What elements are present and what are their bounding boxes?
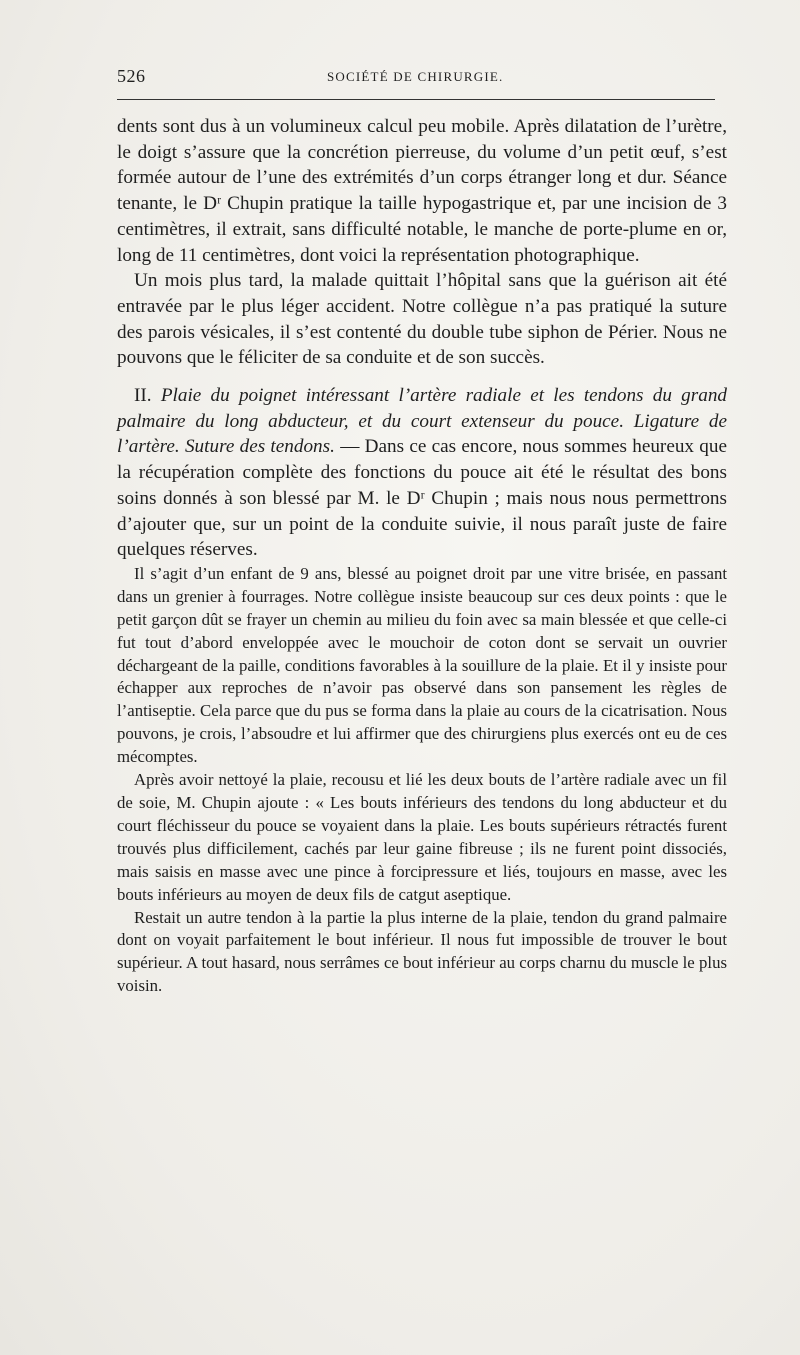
- page-header: [117, 66, 717, 90]
- section-2-number: II.: [134, 385, 152, 407]
- operation-paragraph: Après avoir nettoyé la plaie, recousu et lié les deux bouts de l’artère radiale avec un fil de soie, M. Chupin ajoute : « Les bouts inférieurs des tendons du long abducteur et du court fléchisseur du pouce se voyaient dans la plaie. Les bouts supérieurs rétractés furent trouvés plus difficilement, cachés par leur gaine fibreuse ; ils ne furent point dissociés, mais saisis en masse avec une pince à forcipressure et liés, toujours en masse, avec les bouts inférieurs au moyen de deux fils de catgut aseptique.: [117, 770, 727, 904]
- running-title: SOCIÉTÉ DE CHIRURGIE.: [327, 69, 504, 84]
- paragraph-outcome: Un mois plus tard, la malade quittait l’hôpital sans que la guérison ait été entravée par le plus léger accident. Notre collègue n’a pas pratiqué la suture des parois vésicales, il s’est contenté du double tube siphon de Périer. Nous ne pouvons que le féliciter de sa conduite et de son succès.: [117, 270, 727, 369]
- body-text: [117, 114, 727, 998]
- page-number: 526: [117, 66, 146, 86]
- tendon-paragraph: Restait un autre tendon à la partie la plus interne de la plaie, tendon du grand palmaire dont on voyait parfaitement le bout inférieur. Il nous fut impossible de trouver le bout supérieur. A tout hasard, nous serrâmes ce bout inférieur au corps charnu du muscle le plus voisin.: [117, 907, 727, 996]
- header-rule: [117, 99, 715, 100]
- section-2-text: — Dans ce cas encore, nous sommes heureux que la récupération complète des fonctions du pouce ait été le résultat des bons soins donnés à son blessé par M. le Dʳ Chupin ; mais nous nous permettrons d’ajouter que, sur un point de la conduite suivie, il nous paraît juste de faire quelques réserves.: [117, 436, 727, 561]
- section-2-heading: Plaie du poignet intéressant l’artère radiale et les tendons du grand palmaire du long abducteur, et du court extenseur du pouce. Ligature de l’artère. Suture des tendons.: [117, 385, 728, 458]
- paragraph-continued: dents sont dus à un volumineux calcul peu mobile. Après dilatation de l’urètre, le doigt s’assure que la concrétion pierreuse, du volume d’un petit œuf, s’est formée autour de l’une des extrémités d’un corps étranger long et dur. Séance tenante, le Dʳ Chupin pratique la taille hypogastrique et, par une incision de 3 centimètres, il extrait, sans difficulté notable, le manche de porte-plume en or, long de 11 centimètres, dont voici la représentation photographique.: [117, 116, 727, 266]
- case-description-paragraph: Il s’agit d’un enfant de 9 ans, blessé au poignet droit par une vitre brisée, en passant dans un grenier à fourrages. Notre collègue insiste beaucoup sur ces deux points : que le petit garçon dût se frayer un chemin au milieu du foin avec sa main blessée et que celle-ci fut tout d’abord enveloppée avec le mouchoir de coton dont se servait un ouvrier déchargeant de la paille, conditions favorables à la souillure de la plaie. Et il y insiste pour échapper aux reproches de n’avoir pas observé dans son pansement les règles de l’antiseptie. Cela parce que du pus se forma dans la plaie au cours de la cicatrisation. Nous pouvons, je crois, l’absoudre et lui affirmer que des chirurgiens plus exercés ont eu de ces mécomptes.: [117, 563, 727, 767]
- section-2-paragraph: [117, 383, 727, 563]
